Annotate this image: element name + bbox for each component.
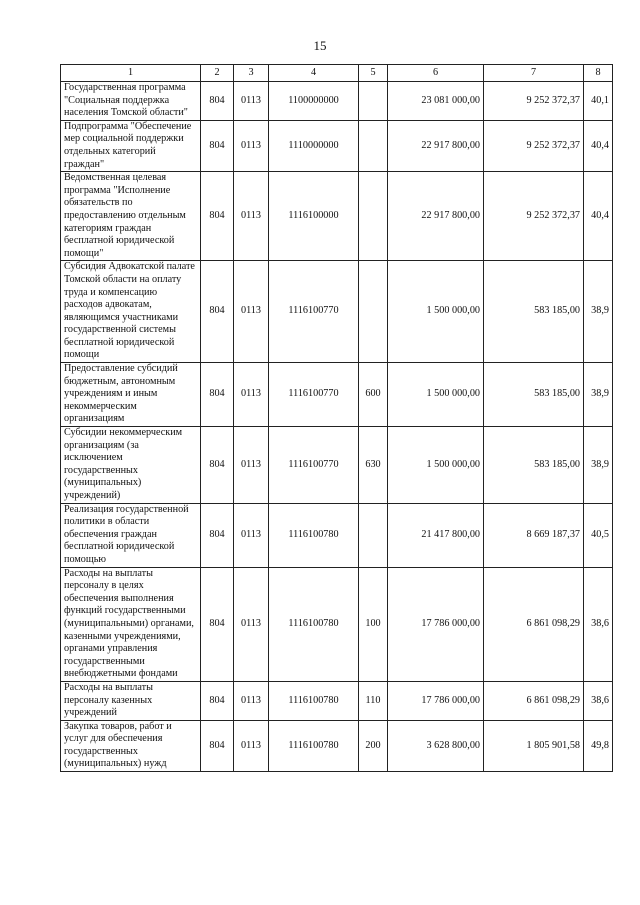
- row-name-cell: Закупка товаров, работ и услуг для обеспечения государственных (муниципальных) нужд: [61, 720, 201, 771]
- admin-code-cell: 804: [201, 720, 234, 771]
- section-code-cell: 0113: [234, 363, 269, 427]
- budget-execution-table: [60, 64, 613, 772]
- row-name-cell: Государственная программа "Социальная поддержка населения Томской области": [61, 82, 201, 121]
- section-code-cell: 0113: [234, 172, 269, 261]
- executed-amount-cell: 6 861 098,29: [484, 681, 584, 720]
- section-code-cell: 0113: [234, 681, 269, 720]
- planned-amount-cell: 22 917 800,00: [388, 120, 484, 171]
- expense-kind-cell: 600: [359, 363, 388, 427]
- planned-amount-cell: 1 500 000,00: [388, 427, 484, 504]
- column-header: 7: [484, 65, 584, 82]
- expense-kind-cell: 200: [359, 720, 388, 771]
- row-name-cell: Субсидия Адвокатской палате Томской области на оплату труда и компенсацию расходов адвокатам, являющимся участниками государственной системы бесплатной юридической помощи: [61, 261, 201, 363]
- table-row: [61, 363, 613, 427]
- row-name-cell: Предоставление субсидий бюджетным, автономным учреждениям и иным некоммерческим организациям: [61, 363, 201, 427]
- section-code-cell: 0113: [234, 261, 269, 363]
- table-row: [61, 261, 613, 363]
- executed-amount-cell: 1 805 901,58: [484, 720, 584, 771]
- table-row: [61, 172, 613, 261]
- target-article-cell: 1116100000: [269, 172, 359, 261]
- execution-percent-cell: 38,9: [584, 363, 613, 427]
- section-code-cell: 0113: [234, 82, 269, 121]
- expense-kind-cell: [359, 120, 388, 171]
- expense-kind-cell: [359, 82, 388, 121]
- target-article-cell: 1116100770: [269, 261, 359, 363]
- admin-code-cell: 804: [201, 363, 234, 427]
- row-name-cell: Расходы на выплаты персоналу казенных учреждений: [61, 681, 201, 720]
- executed-amount-cell: 583 185,00: [484, 363, 584, 427]
- executed-amount-cell: 583 185,00: [484, 427, 584, 504]
- table-row: [61, 567, 613, 681]
- target-article-cell: 1116100770: [269, 427, 359, 504]
- admin-code-cell: 804: [201, 427, 234, 504]
- column-header: 1: [61, 65, 201, 82]
- column-header: 8: [584, 65, 613, 82]
- expense-kind-cell: 110: [359, 681, 388, 720]
- admin-code-cell: 804: [201, 567, 234, 681]
- section-code-cell: 0113: [234, 503, 269, 567]
- planned-amount-cell: 1 500 000,00: [388, 261, 484, 363]
- row-name-cell: Субсидии некоммерческим организациям (за исключением государственных (муниципальных) учреждений): [61, 427, 201, 504]
- section-code-cell: 0113: [234, 720, 269, 771]
- execution-percent-cell: 49,8: [584, 720, 613, 771]
- target-article-cell: 1116100780: [269, 567, 359, 681]
- planned-amount-cell: 1 500 000,00: [388, 363, 484, 427]
- executed-amount-cell: 9 252 372,37: [484, 120, 584, 171]
- column-header: 4: [269, 65, 359, 82]
- table-row: [61, 681, 613, 720]
- execution-percent-cell: 38,6: [584, 681, 613, 720]
- table-row: [61, 720, 613, 771]
- target-article-cell: 1116100780: [269, 720, 359, 771]
- table-row: [61, 427, 613, 504]
- admin-code-cell: 804: [201, 172, 234, 261]
- target-article-cell: 1116100770: [269, 363, 359, 427]
- expense-kind-cell: 100: [359, 567, 388, 681]
- executed-amount-cell: 583 185,00: [484, 261, 584, 363]
- table-row: [61, 120, 613, 171]
- planned-amount-cell: 21 417 800,00: [388, 503, 484, 567]
- execution-percent-cell: 38,6: [584, 567, 613, 681]
- expense-kind-cell: 630: [359, 427, 388, 504]
- execution-percent-cell: 40,4: [584, 120, 613, 171]
- execution-percent-cell: 38,9: [584, 261, 613, 363]
- target-article-cell: 1116100780: [269, 681, 359, 720]
- executed-amount-cell: 8 669 187,37: [484, 503, 584, 567]
- target-article-cell: 1110000000: [269, 120, 359, 171]
- target-article-cell: 1116100780: [269, 503, 359, 567]
- execution-percent-cell: 38,9: [584, 427, 613, 504]
- admin-code-cell: 804: [201, 261, 234, 363]
- table-body: [61, 82, 613, 772]
- admin-code-cell: 804: [201, 681, 234, 720]
- admin-code-cell: 804: [201, 503, 234, 567]
- planned-amount-cell: 17 786 000,00: [388, 567, 484, 681]
- row-name-cell: Расходы на выплаты персоналу в целях обеспечения выполнения функций государственными (муниципальными) органами, казенными учреждениями, органами управления государственными внебюджетными фондами: [61, 567, 201, 681]
- page-number: 15: [313, 38, 327, 53]
- header-row: [61, 65, 613, 82]
- execution-percent-cell: 40,5: [584, 503, 613, 567]
- execution-percent-cell: 40,1: [584, 82, 613, 121]
- expense-kind-cell: [359, 261, 388, 363]
- executed-amount-cell: 6 861 098,29: [484, 567, 584, 681]
- expense-kind-cell: [359, 172, 388, 261]
- admin-code-cell: 804: [201, 82, 234, 121]
- column-header: 3: [234, 65, 269, 82]
- executed-amount-cell: 9 252 372,37: [484, 172, 584, 261]
- admin-code-cell: 804: [201, 120, 234, 171]
- row-name-cell: Реализация государственной политики в области обеспечения граждан бесплатной юридической помощью: [61, 503, 201, 567]
- planned-amount-cell: 3 628 800,00: [388, 720, 484, 771]
- target-article-cell: 1100000000: [269, 82, 359, 121]
- expense-kind-cell: [359, 503, 388, 567]
- table-row: [61, 503, 613, 567]
- column-header: 2: [201, 65, 234, 82]
- planned-amount-cell: 22 917 800,00: [388, 172, 484, 261]
- row-name-cell: Ведомственная целевая программа "Исполнение обязательств по предоставлению отдельным категориям граждан бесплатной юридической помощи": [61, 172, 201, 261]
- executed-amount-cell: 9 252 372,37: [484, 82, 584, 121]
- section-code-cell: 0113: [234, 567, 269, 681]
- section-code-cell: 0113: [234, 427, 269, 504]
- column-header: 5: [359, 65, 388, 82]
- column-header: 6: [388, 65, 484, 82]
- row-name-cell: Подпрограмма "Обеспечение мер социальной поддержки отдельных категорий граждан": [61, 120, 201, 171]
- section-code-cell: 0113: [234, 120, 269, 171]
- execution-percent-cell: 40,4: [584, 172, 613, 261]
- table-row: [61, 82, 613, 121]
- planned-amount-cell: 17 786 000,00: [388, 681, 484, 720]
- planned-amount-cell: 23 081 000,00: [388, 82, 484, 121]
